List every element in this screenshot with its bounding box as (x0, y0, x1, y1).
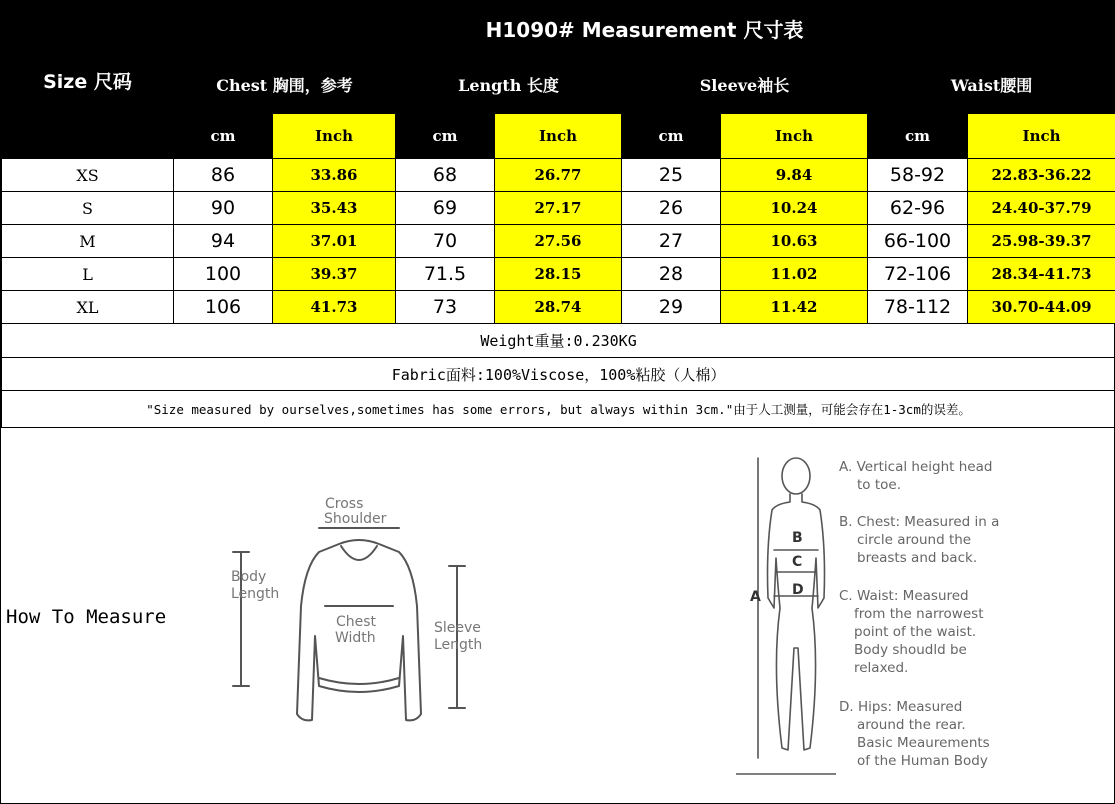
unit-cm: cm (868, 114, 968, 159)
chest-cm: 86 (174, 159, 273, 192)
body-diagram (736, 448, 836, 778)
sleeve-cm: 29 (622, 291, 721, 324)
waist-cm: 72-106 (868, 258, 968, 291)
chest-inch: 37.01 (273, 225, 396, 258)
size-label: XL (2, 291, 174, 324)
size-header: Size 尺码 (2, 2, 174, 159)
waist-cm: 78-112 (868, 291, 968, 324)
sleeve-inch: 11.42 (721, 291, 868, 324)
note-b: B. Chest: Measured in a circle around the breasts and back. (839, 514, 1000, 566)
head-shape (782, 458, 810, 494)
group-sleeve: Sleeve袖长 (622, 55, 868, 114)
waist-inch: 30.70-44.09 (968, 291, 1115, 324)
group-waist: Waist腰围 (868, 55, 1115, 114)
sleeve-cm: 26 (622, 192, 721, 225)
group-length: Length 长度 (396, 55, 622, 114)
cross-shoulder-label: Cross (325, 496, 364, 512)
sleeve-inch: 10.24 (721, 192, 868, 225)
length-cm: 71.5 (396, 258, 495, 291)
table-row (2, 192, 1115, 225)
table-row (2, 159, 1115, 192)
table-row (2, 225, 1115, 258)
sleeve-cm: 28 (622, 258, 721, 291)
waist-inch: 28.34-41.73 (968, 258, 1115, 291)
size-table (1, 1, 1115, 428)
length-inch: 27.56 (495, 225, 622, 258)
chest-cm: 100 (174, 258, 273, 291)
size-label: XS (2, 159, 174, 192)
note-a: A. Vertical height head to toe. (839, 459, 993, 493)
table-row (2, 291, 1115, 324)
length-inch: 26.77 (495, 159, 622, 192)
note-d: D. Hips: Measured around the rear. Basic Meaurements of the Human Body (839, 699, 990, 769)
chest-inch: 41.73 (273, 291, 396, 324)
letter-d: D (792, 582, 804, 598)
waist-inch: 24.40-37.79 (968, 192, 1115, 225)
sweater-neckline (341, 546, 377, 560)
unit-cm: cm (174, 114, 273, 159)
unit-inch: Inch (495, 114, 622, 159)
waist-inch: 22.83-36.22 (968, 159, 1115, 192)
sleeve-cm: 25 (622, 159, 721, 192)
letter-b: B (792, 530, 803, 546)
svg-text:Length: Length (434, 637, 483, 653)
unit-cm: cm (622, 114, 721, 159)
length-cm: 68 (396, 159, 495, 192)
waist-cm: 58-92 (868, 159, 968, 192)
waist-cm: 66-100 (868, 225, 968, 258)
group-chest: Chest 胸围，参考 (174, 55, 396, 114)
size-label: S (2, 192, 174, 225)
svg-text:Width: Width (335, 630, 376, 646)
sleeve-length-label: Sleeve (434, 620, 481, 636)
weight-info: Weight重量:0.230KG (2, 324, 1115, 358)
length-cm: 69 (396, 192, 495, 225)
chest-cm: 90 (174, 192, 273, 225)
waist-inch: 25.98-39.37 (968, 225, 1115, 258)
waist-cm: 62-96 (868, 192, 968, 225)
how-to-measure-section (1, 426, 1115, 804)
length-inch: 28.15 (495, 258, 622, 291)
chest-cm: 106 (174, 291, 273, 324)
chest-inch: 35.43 (273, 192, 396, 225)
length-inch: 28.74 (495, 291, 622, 324)
table-row (2, 258, 1115, 291)
note-c: C. Waist: Measured from the narrowest point of the waist. Body shoudld be relaxed. (839, 588, 984, 676)
size-label: M (2, 225, 174, 258)
length-cm: 70 (396, 225, 495, 258)
sweater-diagram (221, 486, 511, 726)
sleeve-cm: 27 (622, 225, 721, 258)
svg-text:Length: Length (231, 586, 280, 602)
chest-width-label: Chest (336, 614, 377, 630)
svg-text:Shoulder: Shoulder (324, 511, 387, 527)
length-inch: 27.17 (495, 192, 622, 225)
unit-cm: cm (396, 114, 495, 159)
body-length-label: Body (231, 569, 267, 585)
unit-inch: Inch (273, 114, 396, 159)
chest-inch: 33.86 (273, 159, 396, 192)
chest-inch: 39.37 (273, 258, 396, 291)
letter-a: A (750, 589, 761, 605)
letter-c: C (792, 554, 803, 570)
sleeve-inch: 9.84 (721, 159, 868, 192)
sweater-hem (319, 678, 399, 684)
length-cm: 73 (396, 291, 495, 324)
unit-inch: Inch (721, 114, 868, 159)
fabric-info: Fabric面料:100%Viscose，100%粘胶（人棉） (2, 358, 1115, 391)
how-to-measure-label: How To Measure (6, 606, 167, 628)
chart-title: H1090# Measurement 尺寸表 (174, 2, 1115, 55)
measurement-note: "Size measured by ourselves,sometimes has some errors, but always within 3cm."由于人工测量，可能会存在1-3cm的误差。 (2, 391, 1115, 428)
size-label: L (2, 258, 174, 291)
sleeve-inch: 11.02 (721, 258, 868, 291)
chest-cm: 94 (174, 225, 273, 258)
unit-inch: Inch (968, 114, 1115, 159)
sleeve-inch: 10.63 (721, 225, 868, 258)
